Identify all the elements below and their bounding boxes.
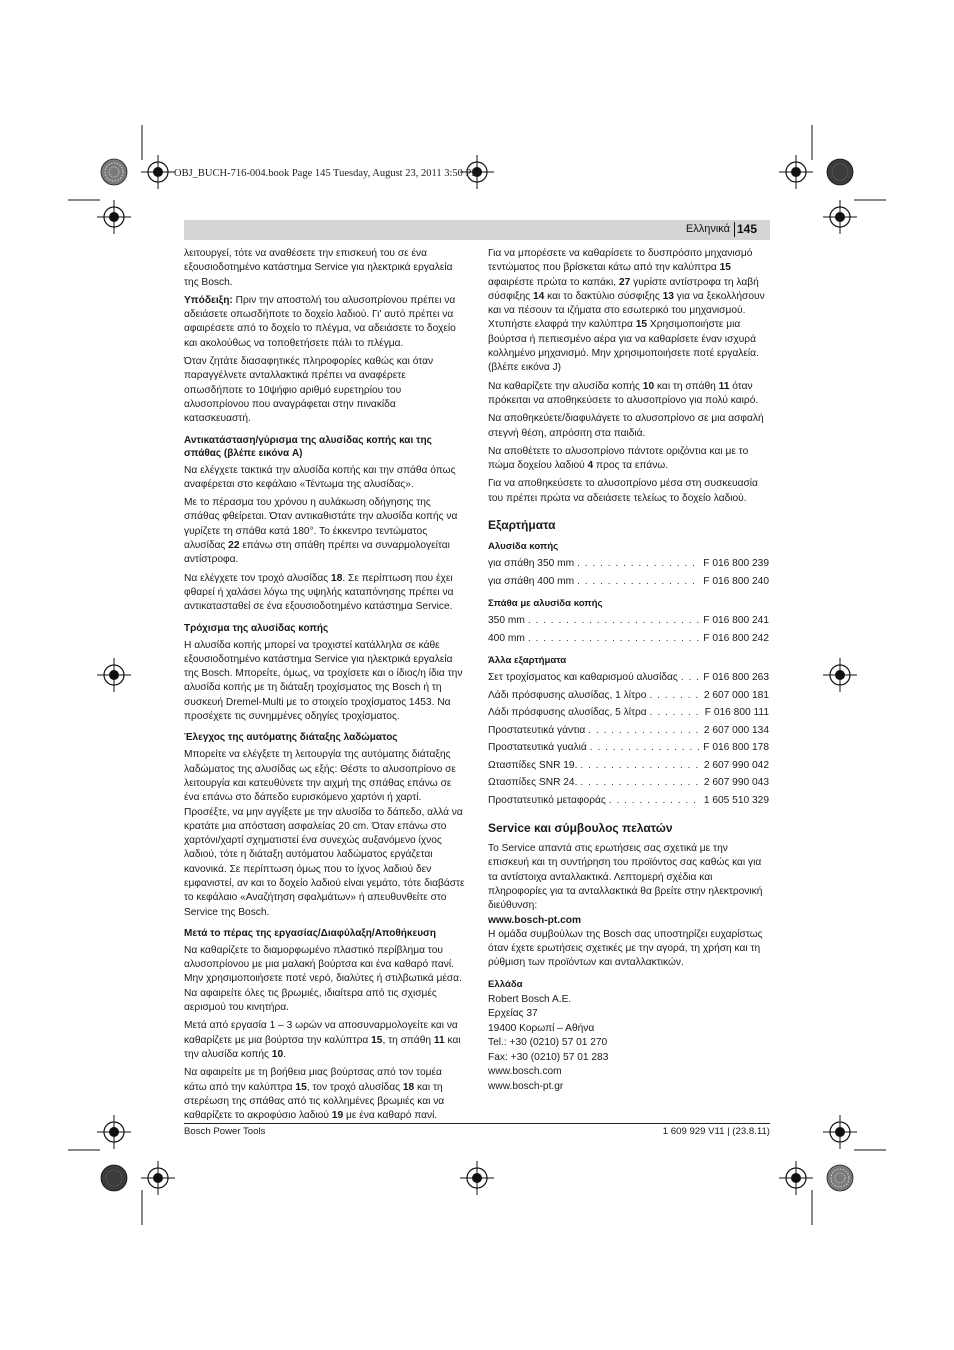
subheading-chain: Αλυσίδα κοπής (488, 541, 559, 553)
accessory-row (488, 704, 769, 722)
leader-dots (649, 687, 700, 705)
subheading-bar: Σπάθα με αλυσίδα κοπής (488, 598, 603, 610)
text: Χρησιμοποιήστε μια βούρτσα ή πεπιεσμένο αέρα για να καθαρίσετε έναν ισχυρά κολλημένο μηχανισμό. Μην χρησιμοποιήσετε ποτέ εργαλεία. (βλέπε εικόνα J) (488, 319, 759, 374)
accessory-label: Προστατευτικά γάντια (488, 724, 586, 736)
text: για να ξεκολλήσουν και να πέσουν τα ιζήματα στο εσωτερικό του μηχανισμού. Χτυπήστε ελαφρά την καλύπτρα (488, 290, 765, 331)
leader-dots (609, 792, 701, 810)
ref-number: 10 (271, 1048, 284, 1060)
text: . Σε περίπτωση που έχει φθαρεί ή χαλάσει λόγω της υψηλής καταπόνησης πρέπει να αντικατασταθεί σε ένα εξουσιοδοτημένο κατάστημα Service. (184, 572, 454, 613)
text: Να αφαιρείτε με τη βοήθεια μιας βούρτσας από τον τομέα κάτω από την καλύπτρα (184, 1067, 442, 1093)
ref-number: 15 (635, 319, 648, 331)
accessory-label: για σπάθη 350 mm (488, 558, 575, 570)
accessory-code: F 016 800 240 (703, 575, 769, 587)
paragraph (488, 445, 769, 474)
paragraph (184, 294, 465, 351)
accessory-row (488, 630, 769, 648)
ref-number: 11 (433, 1034, 445, 1046)
accessory-code: 2 607 000 134 (703, 724, 769, 736)
ref-number: 10 (642, 380, 655, 392)
text: επάνω στη σπάθη πρέπει να συναρμολογείται αντίστροφα. (184, 540, 450, 566)
leader-dots (580, 757, 700, 775)
accessory-label: Προστατευτικό μεταφοράς (488, 794, 606, 806)
accessory-row (488, 722, 769, 740)
accessories-heading: Εξαρτήματα (488, 518, 556, 533)
text: , τον τροχό αλυσίδας (306, 1081, 403, 1093)
text: Μετά από εργασία 1 – 3 ωρών να αποσυναρμολογείτε και να καθαρίζετε με μια βούρτσα την καλύπτρα (184, 1020, 458, 1046)
paragraph: Η ομάδα συμβούλων της Bosch σας υποστηρίζει ευχαρίστως όταν έχετε ερωτήσεις σχετικές με την αγορά, τη χρήση και τη ρύθμιση των προϊόντων και ανταλλακτικών. (488, 928, 763, 969)
address-line: Tel.: +30 (0210) 57 01 270 (488, 1037, 608, 1049)
page-header (184, 220, 770, 240)
ref-number: 27 (618, 276, 631, 288)
text: Να αποθέτετε το αλυσοπρίονο πάντοτε οριζόντια και με το πώμα δοχείου λαδιού (488, 445, 749, 472)
paragraph (184, 496, 465, 567)
service-url: www.bosch-pt.com (488, 914, 582, 926)
ref-number: 18 (402, 1081, 415, 1093)
accessory-code: 1 605 510 329 (703, 794, 769, 806)
ref-number: 15 (371, 1034, 383, 1046)
footer-doc-number: 1 609 929 V11 | (23.8.11) (662, 1126, 770, 1137)
left-column (184, 247, 465, 1127)
accessory-row (488, 669, 769, 687)
text: και τη στερέωση της σπάθας από τις κολλημένες βρωμιές και να καθαρίζετε το ακροφύσιο λαδιού (184, 1081, 445, 1122)
text: και την αλυσίδα κοπής (184, 1034, 461, 1060)
paragraph: Να αποθηκεύετε/διαφυλάγετε το αλυσοπρίονο σε μια ασφαλή στεγνή θέση, απρόσιτη στα παιδιά. (488, 413, 764, 439)
ref-number: 19 (331, 1110, 344, 1122)
accessory-code: F 016 800 242 (703, 632, 769, 644)
text: γυρίστε αντίστροφα τη λαβή σύσφιξης (488, 276, 759, 302)
text: Για να μπορέσετε να καθαρίσετε το δυσπρόσιτο μηχανισμό τεντώματος που βρίσκεται κάτω από την καλύπτρα (488, 248, 753, 274)
paragraph: Η αλυσίδα κοπής μπορεί να τροχιστεί κατάλληλα σε κάθε εξουσιοδοτημένο κατάστημα Service για ηλεκτρικά εργαλεία της Bosch. Μπορείτε, όμως, να τροχίσετε και ο ίδιος/η ίδια την αλυσίδα κοπής με τη διάταξη τροχίσματος της Bosch ή τη συσκευή Dremel-Multi με το στοιχείο τροχίσματος 1453. Να προσέχετε τις συνημμένες οδηγίες τροχίσματος. (184, 639, 463, 723)
leader-dots (650, 704, 702, 722)
accessory-code: 2 607 000 181 (703, 689, 769, 701)
text: και τη σπάθη (654, 380, 719, 392)
hint-label: Υπόδειξη: (184, 294, 233, 306)
accessory-row (488, 757, 769, 775)
text: , τη σπάθη (382, 1034, 434, 1046)
paragraph (488, 380, 769, 409)
text: Να ελέγχετε τον τροχό αλυσίδας (184, 572, 332, 584)
text: Να καθαρίζετε την αλυσίδα κοπής (488, 380, 643, 392)
accessory-row (488, 792, 769, 810)
text: αφαιρέστε πρώτα το καπάκι, (488, 276, 619, 288)
paragraph: Για να αποθηκεύσετε το αλυσοπρίονο μέσα στη συσκευασία του πρέπει πρώτα να αδειάσετε τελείως το δοχείο λαδιού. (488, 478, 758, 504)
ref-number: 14 (532, 290, 545, 302)
leader-dots (577, 573, 700, 591)
paragraph: λειτουργεί, τότε να αναθέσετε την επισκευή του σε ένα εξουσιοδοτημένο κατάστημα Service για ηλεκτρικά εργαλεία της Bosch. (184, 248, 453, 288)
section-heading: Τρόχισμα της αλυσίδας κοπής (184, 622, 329, 634)
print-slug: OBJ_BUCH-716-004.book Page 145 Tuesday, August 23, 2011 3:50 PM (174, 168, 481, 179)
accessory-label: Σετ τροχίσματος και καθαρισμού αλυσίδας (488, 672, 678, 684)
accessory-code: 2 607 990 042 (703, 759, 769, 771)
leader-dots (588, 722, 701, 740)
address-line: Ερχείας 37 (488, 1008, 538, 1020)
ref-number: 13 (662, 290, 674, 302)
country-heading: Ελλάδα (488, 978, 523, 990)
text: όταν πρόκειται να αποθηκεύσετε το αλυσοπρίονο για πολύ καιρό. (488, 380, 759, 406)
text: . (283, 1048, 286, 1060)
text: Με το πέρασμα του χρόνου η αυλάκωση οδήγησης της σπάθας φθείρεται. Όταν αντικαθιστάτε την αλυσίδα κοπής να γυρίζετε τη σπάθα κατά 180°. Το έκκεντρο τεντώματος αλυσίδας (184, 497, 458, 552)
paragraph (488, 842, 769, 928)
accessory-row (488, 555, 769, 573)
paragraph: Να καθαρίζετε το διαμορφωμένο πλαστικό περίβλημα του αλυσοπρίονου με μια μαλακή βούρτσα και ένα καθαρό πανί. Μην χρησιμοποιήσετε ποτέ νερό, διαλύτες ή στιλβωτικά μέσα. Να αφαιρείτε όλες τις βρωμιές, ιδιαίτερα από τις σχισμές αερισμού του κινητήρα. (184, 944, 462, 1014)
accessory-label: Προστατευτικά γυαλιά (488, 742, 587, 754)
address-block (488, 993, 769, 1095)
footer-brand: Bosch Power Tools (184, 1126, 266, 1137)
ref-number: 15 (295, 1081, 307, 1093)
right-column (488, 247, 769, 1094)
accessory-row (488, 612, 769, 630)
leader-dots (528, 612, 700, 630)
text: με ένα καθαρό πανί. (343, 1110, 438, 1122)
paragraph (184, 1066, 465, 1123)
leader-dots (681, 669, 700, 687)
text: προς τα επάνω. (593, 460, 669, 472)
ref-number: 15 (719, 262, 731, 274)
accessory-label: Ωτασπίδες SNR 19. (488, 759, 578, 771)
ref-number: 4 (587, 460, 594, 472)
accessory-code: F 016 800 111 (704, 707, 769, 719)
ref-number: 22 (228, 540, 240, 552)
section-heading: Έλεγχος της αυτόματης διάταξης λαδώματος (184, 732, 398, 744)
accessory-label: 400 mm (488, 632, 525, 644)
section-heading: Μετά το πέρας της εργασίας/Διαφύλαξη/Αποθήκευση (184, 927, 437, 939)
paragraph (488, 247, 769, 376)
paragraph: Να ελέγχετε τακτικά την αλυσίδα κοπής και την σπάθα όπως αναφέρεται στο κεφάλαιο «Τέντωμα της αλυσίδας». (184, 464, 456, 490)
accessory-row (488, 739, 769, 757)
address-line: www.bosch-pt.gr (488, 1080, 564, 1092)
accessory-label: Λάδι πρόσφυσης αλυσίδας, 1 λίτρο (488, 689, 647, 701)
leader-dots (528, 630, 700, 648)
accessory-code: F 016 800 178 (703, 742, 769, 754)
accessory-label: για σπάθη 400 mm (488, 575, 575, 587)
paragraph (184, 1019, 465, 1062)
accessory-code: 2 607 990 043 (703, 777, 769, 789)
subheading-other: Άλλα εξαρτήματα (488, 655, 567, 667)
paragraph: Μπορείτε να ελέγξετε τη λειτουργία της αυτόματης διάταξης λαδώματος της αλυσίδας ως εξής: Θέστε το αλυσοπρίονο σε λειτουργία και κατευθύνετε την αιχμή της σπάθας επάνω σε ένα επάνω στο δάπεδο ευρισκόμενο χαρτόνι ή χαρτί. Προσέξτε, να μην αγγίξετε με την αλυσίδα το δάπεδο, αλλά να κρατάτε μια απόσταση ασφαλείας 20 cm. Όταν επάνω στο χαρτόνι/χαρτί σχηματιστεί ένα συνεχώς αυξανόμενο ίχνος λαδιού, τότε η διάταξη αυτόματου λαδώματος εργάζεται κανονικά. Σε περίπτωση όμως που το ίχνος λαδιού δεν εμφανιστεί, αν και το δοχείο λαδιού είναι γεμάτο, τότε διαβάστε το κεφάλαιο «Αναζήτηση σφαλμάτων» ή απευθυνθείτε στο Service της Bosch. (184, 749, 465, 918)
footer-rule (184, 1123, 770, 1124)
accessory-code: F 016 800 241 (703, 615, 769, 627)
leader-dots (590, 739, 700, 757)
service-heading: Service και σύμβουλος πελατών (488, 821, 673, 836)
address-line: 19400 Κορωπί – Αθήνα (488, 1022, 595, 1034)
accessory-code: F 016 800 263 (703, 672, 769, 684)
text: και το δακτύλιο σύσφιξης (544, 290, 663, 302)
accessory-label: Ωτασπίδες SNR 24. (488, 777, 578, 789)
header-language: Ελληνικά (685, 223, 730, 235)
ref-number: 18 (331, 572, 343, 584)
address-line: Fax: +30 (0210) 57 01 283 (488, 1051, 609, 1063)
address-line: www.bosch.com (488, 1066, 562, 1078)
accessory-label: 350 mm (488, 615, 525, 627)
accessory-row (488, 687, 769, 705)
accessory-label: Λάδι πρόσφυσης αλυσίδας, 5 λίτρα (488, 707, 647, 719)
paragraph (184, 572, 465, 615)
hint-text: Πριν την αποστολή του αλυσοπρίονου πρέπει να αδειάσετε οπωσδήποτε το δοχείο λαδιού. Γι' αυτό πρέπει να αφαιρέσετε από το δοχείο το πλέγμα, να αδειάσετε το δοχείο και ακολούθως να τοποθετήσετε πάλι το πλέγμα. (184, 294, 456, 349)
address-line: Robert Bosch A.E. (488, 993, 572, 1005)
header-divider (734, 222, 735, 237)
accessory-code: F 016 800 239 (703, 558, 769, 570)
leader-dots (577, 555, 700, 573)
leader-dots (580, 774, 700, 792)
text: Το Service απαντά στις ερωτήσεις σας σχετικά με την επισκευή και τη συντήρηση του προϊόντος σας καθώς και για τα αντίστοιχα ανταλλακτικά. Λεπτομερή σχέδια και πληροφορίες για τα ανταλλακτικά θα βρείτε στην ηλεκτρονική διεύθυνση: (488, 843, 763, 912)
accessory-row (488, 573, 769, 591)
section-heading: Αντικατάσταση/γύρισμα της αλυσίδας κοπής και της σπάθας (βλέπε εικόνα A) (184, 434, 432, 459)
paragraph: Όταν ζητάτε διασαφητικές πληροφορίες καθώς και όταν παραγγέλνετε ανταλλακτικά πρέπει να αναφέρετε οπωσδήποτε το 10ψήφιο αριθμό ευρετηρίου του αλυσοπρίονου που αναγράφεται στην πινακίδα κατασκευαστή. (184, 356, 434, 425)
ref-number: 11 (718, 380, 730, 392)
page-number: 145 (736, 222, 757, 236)
accessory-row (488, 774, 769, 792)
